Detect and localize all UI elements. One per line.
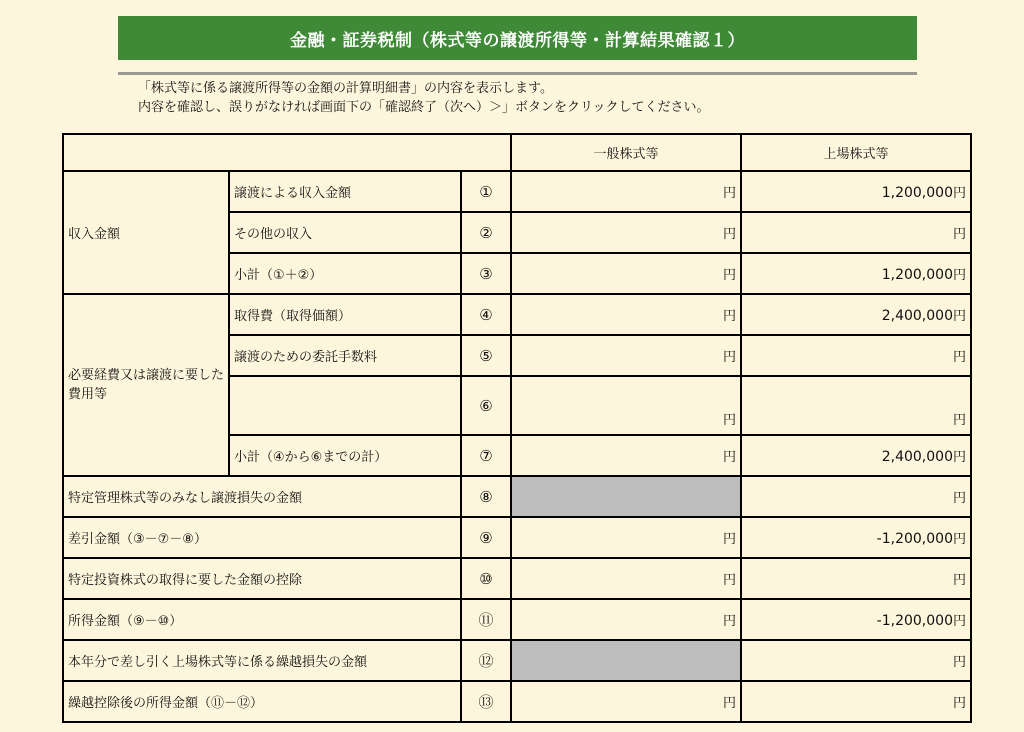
instruction-line-2: 内容を確認し、誤りがなければ画面下の「確認終了（次へ）＞」ボタンをクリックしてください。 bbox=[138, 100, 710, 115]
amount-listed bbox=[741, 599, 971, 640]
amount-value: 1,200,000 bbox=[881, 267, 953, 283]
amount-listed bbox=[741, 294, 971, 335]
yen-unit: 円 bbox=[722, 227, 736, 242]
row-label: 譲渡のための委託手数料 bbox=[229, 335, 461, 376]
yen-unit: 円 bbox=[722, 309, 736, 324]
row-number: ⑬ bbox=[461, 681, 511, 722]
amount-general bbox=[511, 435, 741, 476]
row-label: 本年分で差し引く上場株式等に係る繰越損失の金額 bbox=[63, 640, 461, 681]
yen-unit: 円 bbox=[722, 614, 736, 629]
yen-unit: 円 bbox=[722, 696, 736, 711]
amount-general-disabled bbox=[511, 476, 741, 517]
amount-value: 2,400,000 bbox=[881, 308, 953, 324]
row-number: ⑥ bbox=[461, 376, 511, 435]
table-row bbox=[63, 476, 971, 517]
amount-general bbox=[511, 335, 741, 376]
amount-general-disabled bbox=[511, 640, 741, 681]
row-number: ② bbox=[461, 212, 511, 253]
row-number: ⑪ bbox=[461, 599, 511, 640]
row-number: ⑧ bbox=[461, 476, 511, 517]
table-row bbox=[63, 517, 971, 558]
row-number: ⑨ bbox=[461, 517, 511, 558]
yen-unit: 円 bbox=[952, 350, 966, 365]
row-label bbox=[229, 376, 461, 435]
amount-listed bbox=[741, 171, 971, 212]
row-label: 特定管理株式等のみなし譲渡損失の金額 bbox=[63, 476, 461, 517]
page-title-bar bbox=[118, 16, 917, 60]
amount-listed bbox=[741, 476, 971, 517]
row-label: 譲渡による収入金額 bbox=[229, 171, 461, 212]
yen-unit: 円 bbox=[952, 491, 966, 506]
amount-value: 2,400,000 bbox=[881, 449, 953, 465]
amount-listed bbox=[741, 212, 971, 253]
amount-general bbox=[511, 599, 741, 640]
yen-unit: 円 bbox=[722, 413, 736, 428]
group-label-income: 収入金額 bbox=[63, 171, 229, 294]
row-label: 差引金額（③－⑦－⑧） bbox=[63, 517, 461, 558]
amount-listed bbox=[741, 517, 971, 558]
table-row bbox=[63, 599, 971, 640]
row-label: 小計（④から⑥までの計） bbox=[229, 435, 461, 476]
instructions bbox=[138, 79, 918, 117]
group-label-expenses: 必要経費又は譲渡に要した費用等 bbox=[63, 294, 229, 476]
yen-unit: 円 bbox=[952, 655, 966, 670]
amount-listed bbox=[741, 253, 971, 294]
column-header-listed: 上場株式等 bbox=[741, 134, 971, 171]
amount-general bbox=[511, 517, 741, 558]
yen-unit: 円 bbox=[722, 450, 736, 465]
yen-unit: 円 bbox=[722, 186, 736, 201]
amount-general bbox=[511, 294, 741, 335]
yen-unit: 円 bbox=[952, 413, 966, 428]
yen-unit: 円 bbox=[952, 227, 966, 242]
table-row bbox=[63, 640, 971, 681]
yen-unit: 円 bbox=[952, 696, 966, 711]
amount-general bbox=[511, 171, 741, 212]
row-label: 特定投資株式の取得に要した金額の控除 bbox=[63, 558, 461, 599]
yen-unit: 円 bbox=[952, 450, 966, 465]
amount-value: -1,200,000 bbox=[876, 531, 953, 547]
yen-unit: 円 bbox=[952, 186, 966, 201]
yen-unit: 円 bbox=[952, 614, 966, 629]
row-label: 所得金額（⑨－⑩） bbox=[63, 599, 461, 640]
table-header-row bbox=[63, 134, 971, 171]
header-divider bbox=[118, 72, 917, 75]
yen-unit: 円 bbox=[722, 532, 736, 547]
row-number: ⑦ bbox=[461, 435, 511, 476]
row-number: ⑩ bbox=[461, 558, 511, 599]
row-label: 小計（①＋②） bbox=[229, 253, 461, 294]
row-number: ④ bbox=[461, 294, 511, 335]
amount-general bbox=[511, 376, 741, 435]
row-number: ① bbox=[461, 171, 511, 212]
row-number: ⑫ bbox=[461, 640, 511, 681]
row-label: 繰越控除後の所得金額（⑪－⑫） bbox=[63, 681, 461, 722]
yen-unit: 円 bbox=[722, 268, 736, 283]
row-label: その他の収入 bbox=[229, 212, 461, 253]
amount-general bbox=[511, 212, 741, 253]
amount-general bbox=[511, 681, 741, 722]
yen-unit: 円 bbox=[952, 573, 966, 588]
amount-listed bbox=[741, 376, 971, 435]
amount-listed bbox=[741, 335, 971, 376]
amount-value: -1,200,000 bbox=[876, 613, 953, 629]
row-label: 取得費（取得価額） bbox=[229, 294, 461, 335]
amount-value: 1,200,000 bbox=[881, 185, 953, 201]
amount-listed bbox=[741, 640, 971, 681]
column-header-general: 一般株式等 bbox=[511, 134, 741, 171]
amount-general bbox=[511, 253, 741, 294]
yen-unit: 円 bbox=[952, 268, 966, 283]
instruction-line-1: 「株式等に係る譲渡所得等の金額の計算明細書」の内容を表示します。 bbox=[138, 81, 553, 96]
yen-unit: 円 bbox=[722, 573, 736, 588]
amount-listed bbox=[741, 435, 971, 476]
amount-general bbox=[511, 558, 741, 599]
header-blank-cell bbox=[63, 134, 511, 171]
yen-unit: 円 bbox=[952, 532, 966, 547]
calculation-table bbox=[62, 133, 972, 723]
table-row bbox=[63, 558, 971, 599]
page-title: 金融・証券税制（株式等の譲渡所得等・計算結果確認１） bbox=[290, 30, 745, 51]
row-number: ⑤ bbox=[461, 335, 511, 376]
table-row bbox=[63, 171, 971, 212]
amount-listed bbox=[741, 681, 971, 722]
table-row bbox=[63, 681, 971, 722]
yen-unit: 円 bbox=[952, 309, 966, 324]
row-number: ③ bbox=[461, 253, 511, 294]
table-row bbox=[63, 294, 971, 335]
yen-unit: 円 bbox=[722, 350, 736, 365]
amount-listed bbox=[741, 558, 971, 599]
